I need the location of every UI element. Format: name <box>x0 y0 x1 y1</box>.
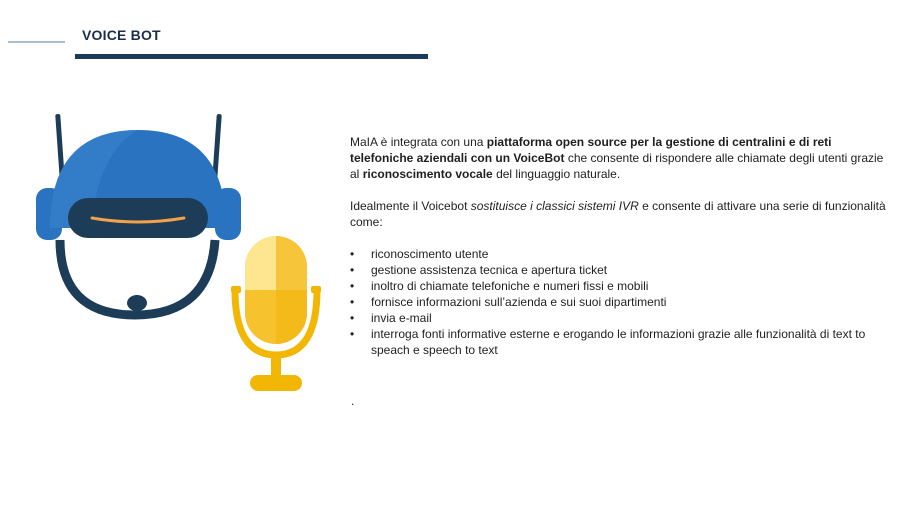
page-title: VOICE BOT <box>82 27 161 43</box>
list-item: • riconoscimento utente <box>350 247 489 261</box>
list-item: • gestione assistenza tecnica e apertura ticket <box>350 263 608 277</box>
bullet-icon: • <box>350 247 355 261</box>
robot-visor <box>68 198 208 238</box>
intro-paragraph: MaIA è integrata con una piattaforma open source per la gestione di centralini e di reti telefoniche aziendali con un VoiceBot che consente di rispondere alle chiamate degli utenti grazie al riconoscimento vocale del linguaggio naturale. <box>350 135 884 181</box>
list-item: • inoltro di chiamate telefoniche e numeri fissi e mobili <box>350 279 649 293</box>
list-item: • fornisce informazioni sull’azienda e sui suoi dipartimenti <box>350 295 667 309</box>
list-item: • interroga fonti informative esterne e erogando le informazioni grazie alle funzionalità di text to speach e speech to text <box>350 327 866 357</box>
title-accent-line <box>8 41 65 43</box>
bullet-icon: • <box>350 311 355 325</box>
ivr-paragraph: Idealmente il Voicebot sostituisce i classici sistemi IVR e consente di attivare una serie di funzionalità come: <box>350 199 886 229</box>
title-underline-bar <box>75 54 428 59</box>
bullet-icon: • <box>350 263 355 277</box>
mic-base <box>250 375 302 391</box>
voicebot-illustration <box>30 110 340 400</box>
description-text <box>350 134 890 358</box>
mic-stem <box>271 355 281 377</box>
feature-list <box>350 246 890 358</box>
mouthpiece <box>127 295 147 311</box>
list-item: • invia e-mail <box>350 311 432 325</box>
trailing-dot: . <box>351 394 355 408</box>
bullet-icon: • <box>350 279 355 293</box>
bullet-icon: • <box>350 295 355 309</box>
bullet-icon: • <box>350 327 355 341</box>
